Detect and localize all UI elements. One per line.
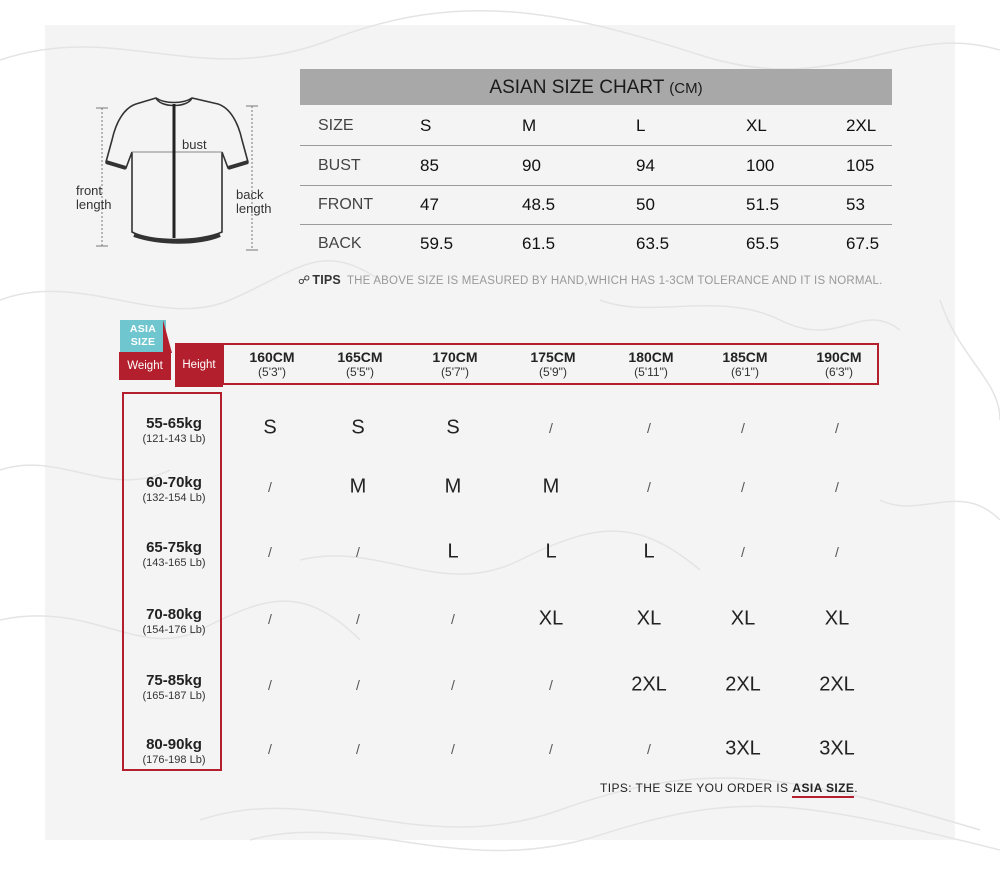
- size-cell: 100: [746, 156, 775, 175]
- size-guide-cell: XL: [730, 607, 756, 630]
- size-cell: 94: [636, 156, 655, 175]
- size-guide-cell: /: [356, 741, 360, 757]
- weight-lb: (154-176 Lb): [142, 624, 206, 636]
- size-guide-cell: /: [451, 611, 455, 627]
- row-header: BACK: [318, 235, 362, 252]
- front-length-label: front length: [76, 183, 112, 212]
- size-chart-title: [300, 69, 892, 105]
- height-column-header: [794, 349, 884, 379]
- size-guide-cell: /: [741, 420, 745, 436]
- weight-row-header: [124, 672, 224, 702]
- height-cm: 175CM: [530, 349, 576, 365]
- height-cm: 170CM: [432, 349, 478, 365]
- size-cell: 90: [522, 156, 541, 175]
- size-guide-cell: 3XL: [725, 737, 761, 760]
- weight-kg: 65-75kg: [146, 539, 202, 556]
- weight-lb: (165-187 Lb): [142, 690, 206, 702]
- height-cm: 160CM: [249, 349, 295, 365]
- size-guide-cell: 2XL: [631, 673, 667, 696]
- size-guide-cell: L: [545, 540, 557, 563]
- size-cell: 67.5: [846, 234, 880, 253]
- back-length-label: back length: [236, 187, 272, 216]
- size-guide-cell: S: [446, 416, 460, 439]
- size-cell: M: [522, 116, 537, 135]
- weight-kg: 80-90kg: [146, 736, 202, 753]
- size-guide-cell: L: [643, 540, 655, 563]
- size-guide-cell: 2XL: [725, 673, 761, 696]
- size-guide-cell: /: [835, 479, 839, 495]
- tips-order-text: TIPS: THE SIZE YOU ORDER IS: [600, 781, 789, 795]
- size-guide-cell: XL: [538, 607, 564, 630]
- height-cm: 165CM: [337, 349, 383, 365]
- weight-row-header: [124, 736, 224, 766]
- tips-measurement-note: [298, 273, 883, 287]
- size-guide-cell: /: [356, 611, 360, 627]
- size-guide-cell: XL: [636, 607, 662, 630]
- size-guide-cell: /: [356, 677, 360, 693]
- size-guide-cell: /: [741, 479, 745, 495]
- size-row-back: [300, 225, 892, 263]
- size-guide-cell: L: [447, 540, 459, 563]
- size-guide-cell: /: [268, 677, 272, 693]
- weight-row-header: [124, 539, 224, 569]
- tips-order-note: [600, 781, 858, 795]
- size-guide-cell: /: [835, 420, 839, 436]
- size-guide-cell: /: [451, 741, 455, 757]
- height-ft: (5'5"): [346, 365, 374, 379]
- row-header: SIZE: [318, 117, 354, 134]
- height-column-header: [410, 349, 500, 379]
- size-guide-cell: /: [268, 741, 272, 757]
- title-size-chart: SIZE CHART: [551, 77, 664, 98]
- height-column-header: [606, 349, 696, 379]
- height-cm: 180CM: [628, 349, 674, 365]
- size-cell: 61.5: [522, 234, 556, 253]
- size-guide-cell: M: [349, 475, 367, 498]
- size-guide-cell: /: [647, 479, 651, 495]
- size-guide-cell: XL: [824, 607, 850, 630]
- title-asian: ASIAN: [489, 77, 547, 98]
- tips-text: THE ABOVE SIZE IS MEASURED BY HAND,WHICH HAS 1-3CM TOLERANCE AND IT IS NORMAL.: [346, 275, 883, 287]
- size-guide-cell: 3XL: [819, 737, 855, 760]
- weight-kg: 55-65kg: [146, 415, 202, 432]
- height-badge: Height: [175, 343, 223, 387]
- height-cm: 190CM: [816, 349, 862, 365]
- weight-row-header: [124, 606, 224, 636]
- size-guide-cell: S: [351, 416, 365, 439]
- row-header: BUST: [318, 157, 361, 174]
- weight-kg: 70-80kg: [146, 606, 202, 623]
- weight-lb: (121-143 Lb): [142, 433, 206, 445]
- size-cell: 63.5: [636, 234, 670, 253]
- size-cell: 85: [420, 156, 439, 175]
- weight-kg: 60-70kg: [146, 474, 202, 491]
- size-guide-cell: S: [263, 416, 277, 439]
- height-ft: (5'3"): [258, 365, 286, 379]
- size-guide-cell: M: [444, 475, 462, 498]
- size-cell: 48.5: [522, 195, 556, 214]
- size-cell: 2XL: [846, 116, 877, 135]
- size-guide-cell: /: [647, 741, 651, 757]
- tips-end: .: [854, 781, 858, 795]
- weight-lb: (143-165 Lb): [142, 557, 206, 569]
- weight-row-header: [124, 415, 224, 445]
- height-ft: (5'9"): [539, 365, 567, 379]
- height-ft: (5'11"): [634, 365, 668, 379]
- size-cell: 105: [846, 156, 875, 175]
- badge-flag: [163, 320, 172, 353]
- size-guide-cell: /: [549, 420, 553, 436]
- size-row-size: [300, 107, 892, 146]
- size-guide-cell: /: [835, 544, 839, 560]
- size-cell: 50: [636, 195, 655, 214]
- height-cm: 185CM: [722, 349, 768, 365]
- weight-column: [122, 392, 222, 771]
- size-row-bust: [300, 147, 892, 186]
- size-cell: 59.5: [420, 234, 454, 253]
- height-ft: (6'1"): [731, 365, 759, 379]
- height-column-header: [700, 349, 790, 379]
- weight-kg: 75-85kg: [146, 672, 202, 689]
- size-guide-cell: /: [647, 420, 651, 436]
- size-guide-cell: /: [549, 677, 553, 693]
- size-guide-cell: /: [356, 544, 360, 560]
- weight-badge: Weight: [119, 352, 171, 380]
- size-guide-cell: 2XL: [819, 673, 855, 696]
- weight-lb: (132-154 Lb): [142, 492, 206, 504]
- jersey-measurement-diagram: [70, 92, 290, 262]
- size-cell: 51.5: [746, 195, 780, 214]
- size-guide-cell: /: [268, 611, 272, 627]
- height-ft: (6'3"): [825, 365, 853, 379]
- row-header: FRONT: [318, 196, 374, 213]
- weight-lb: (176-198 Lb): [142, 754, 206, 766]
- size-guide-cell: /: [741, 544, 745, 560]
- size-guide-cell: /: [549, 741, 553, 757]
- tips-asia-size: ASIA SIZE: [792, 781, 854, 798]
- height-column-header: [508, 349, 598, 379]
- size-cell: S: [420, 116, 432, 135]
- tips-icon: ☍: [298, 273, 311, 287]
- size-guide-cell: /: [451, 677, 455, 693]
- size-guide-cell: /: [268, 544, 272, 560]
- asia-size-badge: ASIA SIZE: [120, 320, 166, 353]
- size-cell: XL: [746, 116, 767, 135]
- height-column-header: [315, 349, 405, 379]
- bust-label: bust: [182, 137, 207, 152]
- size-guide-cell: /: [268, 479, 272, 495]
- size-guide-cell: M: [542, 475, 560, 498]
- height-header-row: [222, 343, 879, 385]
- size-cell: 53: [846, 195, 865, 214]
- size-cell: L: [636, 116, 646, 135]
- size-cell: 65.5: [746, 234, 780, 253]
- tips-label: TIPS: [312, 273, 341, 287]
- weight-row-header: [124, 474, 224, 504]
- jersey-icon: [70, 92, 290, 262]
- height-ft: (5'7"): [441, 365, 469, 379]
- title-unit: (CM): [669, 80, 703, 97]
- size-cell: 47: [420, 195, 439, 214]
- height-column-header: [227, 349, 317, 379]
- size-row-front: [300, 186, 892, 225]
